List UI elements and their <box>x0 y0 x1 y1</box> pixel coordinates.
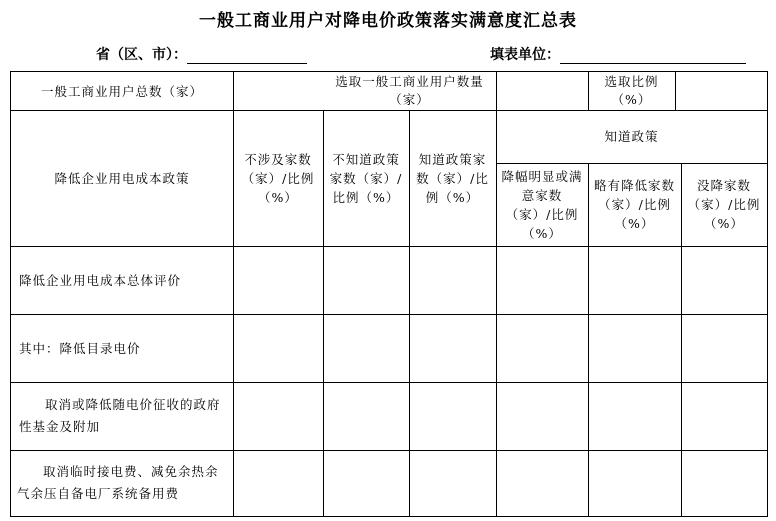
row-label: 取消临时接电费、减免余热余气余压自备电厂系统备用费 <box>17 464 219 501</box>
unit-label: 填表单位： <box>490 47 560 63</box>
header-obvious-decrease: 降幅明显或满意家数（家）/比例（%） <box>501 168 583 241</box>
province-field[interactable] <box>96 44 307 64</box>
divider <box>675 72 676 110</box>
header-selected-ratio: 选取比例（%） <box>604 74 659 107</box>
unit-blank[interactable] <box>560 49 746 64</box>
header-know: 知道政策家数（家）/比例（%） <box>416 151 489 205</box>
header-not-know: 不知道政策家数（家）/比例（%） <box>329 151 403 205</box>
header-policy: 降低企业用电成本政策 <box>54 170 190 186</box>
unit-field[interactable] <box>490 44 746 64</box>
province-blank[interactable] <box>187 49 307 64</box>
province-label: 省（区、市）： <box>96 47 187 63</box>
header-know-group: 知道政策 <box>604 129 659 144</box>
page-title: 一般工商业用户对降电价政策落实满意度汇总表 <box>199 11 577 31</box>
row-label: 降低企业用电成本总体评价 <box>19 272 182 288</box>
header-not-involved: 不涉及家数（家）/比例（%） <box>241 151 315 205</box>
header-selected-count: 选取一般工商业用户数量（家） <box>335 74 484 107</box>
header-total-users: 一般工商业用户总数（家） <box>40 83 203 99</box>
header-slight-decrease: 略有降低家数（家）/比例（%） <box>594 178 676 231</box>
row-label: 取消或降低随电价征收的政府性基金及附加 <box>19 397 221 434</box>
row-label: 其中：降低目录电价 <box>19 340 141 356</box>
header-no-decrease: 没降家数（家）/比例（%） <box>687 178 761 231</box>
summary-table <box>10 71 768 517</box>
